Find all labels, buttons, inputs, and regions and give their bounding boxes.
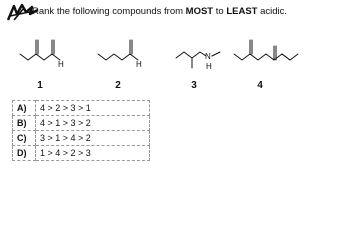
choice-text: 4 > 2 > 3 > 1 [36,101,150,116]
compound-number-4: 4 [257,80,263,91]
question-prefix: Rank the following compounds from [32,6,186,17]
compound-structures [0,26,350,78]
answer-choices [12,100,150,161]
choice-text: 1 > 4 > 2 > 3 [36,146,150,161]
choice-row-b[interactable] [13,116,150,131]
choice-letter: D) [13,146,36,161]
choice-row-a[interactable] [13,101,150,116]
compound-2-h-label: H [136,60,142,69]
question-least: LEAST [226,6,258,17]
compound-2-structure [98,40,138,60]
compound-1-h-label: H [58,60,64,69]
choice-text: 4 > 1 > 3 > 2 [36,116,150,131]
question-most: MOST [185,6,214,17]
compound-3-n-label: N [205,52,211,61]
choice-letter: A) [13,101,36,116]
compound-number-1: 1 [37,80,43,91]
compound-1-structure [20,40,60,60]
choice-row-c[interactable] [13,131,150,146]
question-suffix: acidic. [257,6,288,17]
choice-letter: B) [13,116,36,131]
choice-row-d[interactable] [13,146,150,161]
question-middle: to [213,6,227,17]
compound-3-structure [176,52,220,68]
choice-letter: C) [13,131,36,146]
question-text [32,6,287,17]
compound-number-2: 2 [115,80,121,91]
compound-number-3: 3 [191,80,197,91]
compound-3-nh-label: H [206,62,212,71]
choice-text: 3 > 1 > 4 > 2 [36,131,150,146]
compound-4-structure [234,40,298,60]
